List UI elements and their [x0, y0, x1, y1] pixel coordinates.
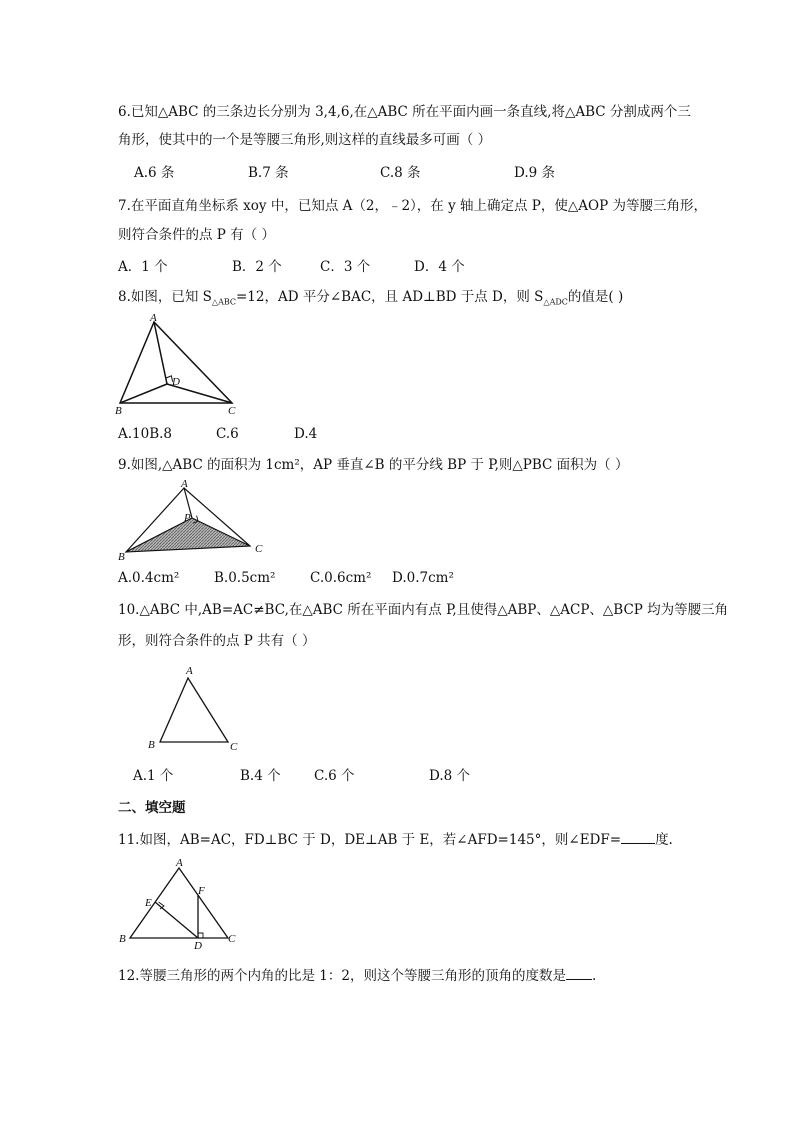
q11-label-e: E: [145, 897, 152, 909]
q9-option-c: C.0.6cm²: [310, 570, 372, 586]
q8-text-c: 的值是( ): [567, 289, 624, 305]
q9-label-c: C: [255, 543, 263, 555]
q8-label-b: B: [115, 405, 122, 417]
q8-triangle-abc: [120, 322, 232, 403]
q10-option-d: D.8 个: [429, 768, 471, 784]
q9-option-b: B.0.5cm²: [214, 570, 276, 586]
q10-option-b: B.4 个: [240, 768, 281, 784]
q7-line1: 7.在平面直角坐标系 xoy 中，已知点 A（2，﹣2），在 y 轴上确定点 P，使△AOP 为等腰三角形，: [118, 198, 707, 214]
q9-label-b: B: [118, 551, 125, 563]
q8-label-d: D: [172, 376, 180, 388]
q9-option-a: A.0.4cm²: [118, 570, 180, 586]
q8-label-c: C: [228, 405, 236, 417]
q9-label-a: A: [181, 478, 188, 490]
q11-text-a: 11.如图，AB=AC，FD⊥BC 于 D，DE⊥AB 于 E，若∠AFD=145°，则∠EDF=: [118, 832, 622, 848]
q10-option-c: C.6 个: [314, 768, 355, 784]
q8-text-b: =12，AD 平分∠BAC，且 AD⊥BD 于点 D，则 S: [236, 289, 544, 305]
q11-label-d: D: [194, 940, 202, 950]
q9-label-p: P: [184, 512, 191, 524]
q6-option-d: D.9 条: [514, 165, 556, 181]
q11-text-b: 度.: [655, 832, 673, 848]
q7-line2: 则符合条件的点 P 有（ ）: [118, 227, 275, 243]
q10-line1: 10.△ABC 中,AB=AC≠BC,在△ABC 所在平面内有点 P,且使得△ABP、△ACP、△BCP 均为等腰三角: [118, 602, 729, 618]
q8-option-c: C.6: [216, 426, 239, 442]
q8-figure: [112, 312, 252, 417]
section-heading: 二、填空题: [118, 800, 186, 816]
q6-line1: 6.已知△ABC 的三条边长分别为 3,4,6,在△ABC 所在平面内画一条直线,将△ABC 分割成两个三: [118, 104, 691, 120]
q8-sub-adc: △ADC: [543, 297, 568, 307]
q11-right-angle-d: [198, 933, 203, 938]
q10-label-a: A: [186, 665, 193, 677]
q11-answer-blank: [621, 830, 655, 844]
q10-label-b: B: [148, 739, 155, 751]
q8-text-a: 8.如图，已知 S: [118, 289, 212, 305]
q9-figure: [114, 476, 274, 566]
q8-option-d: D.4: [294, 426, 318, 442]
q10-line2: 形，则符合条件的点 P 共有（ ）: [118, 633, 316, 649]
q8-segment-ad: [154, 322, 167, 384]
q11-label-c: C: [228, 933, 236, 945]
q11-label-a: A: [176, 857, 183, 869]
q10-label-c: C: [230, 741, 238, 753]
q10-option-a: A.1 个: [133, 768, 174, 784]
q9-line1: 9.如图,△ABC 的面积为 1cm²，AP 垂直∠B 的平分线 BP 于 P,则△PBC 面积为（ ）: [118, 457, 629, 473]
q8-text: [118, 288, 623, 312]
q6-option-c: C.8 条: [380, 165, 421, 181]
q11-figure: [112, 856, 242, 950]
q8-label-a: A: [150, 312, 157, 324]
q7-option-a: A．1 个: [118, 259, 168, 275]
q12-text-a: 12.等腰三角形的两个内角的比是 1：2，则这个等腰三角形的顶角的度数是: [118, 968, 566, 984]
q11-label-f: F: [198, 885, 205, 897]
q9-option-d: D.0.7cm²: [392, 570, 454, 586]
q10-triangle-abc: [160, 678, 228, 742]
q8-sub-abc: △ABC: [211, 297, 236, 307]
q10-figure: [140, 662, 250, 757]
q6-option-a: A.6 条: [134, 165, 175, 181]
q6-line2: 角形，使其中的一个是等腰三角形,则这样的直线最多可画（ ）: [118, 132, 492, 148]
q7-option-d: D．4 个: [414, 259, 465, 275]
q7-option-c: C．3 个: [320, 259, 371, 275]
q11-text: [118, 830, 673, 849]
q12-text: [118, 966, 596, 985]
q12-answer-blank: [566, 966, 592, 980]
q6-option-b: B.7 条: [248, 165, 289, 181]
q11-label-b: B: [119, 933, 126, 945]
q7-option-b: B．2 个: [232, 259, 282, 275]
q8-option-ab: A.10B.8: [118, 426, 173, 442]
q12-text-b: .: [591, 968, 597, 984]
